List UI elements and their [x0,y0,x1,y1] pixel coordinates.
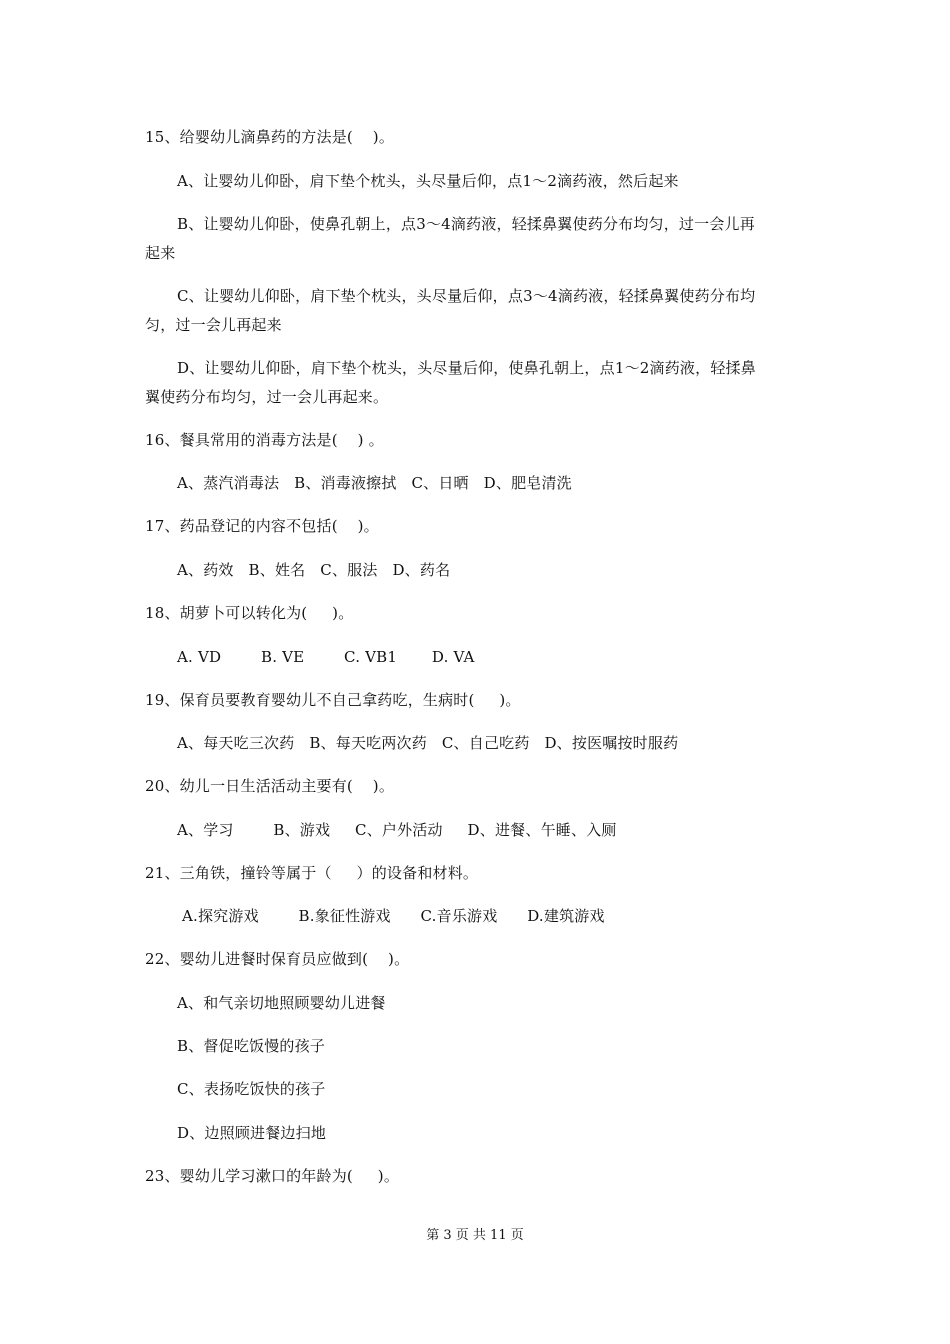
question-16-stem: 16、餐具常用的消毒方法是( ) 。 [145,431,384,449]
question-15-option-d-wrap: 翼使药分布均匀，过一会儿再起来。 [145,388,389,406]
question-21-stem: 21、三角铁，撞铃等属于（ ）的设备和材料。 [145,864,479,882]
question-15-option-c: C、让婴幼儿仰卧，肩下垫个枕头，头尽量后仰，点3～4滴药液，轻揉鼻翼使药分布均 [177,287,756,305]
question-19-stem: 19、保育员要教育婴幼儿不自己拿药吃，生病时( )。 [145,691,521,709]
question-15-option-b-wrap: 起来 [145,244,176,262]
question-15-option-c-wrap: 匀，过一会儿再起来 [145,316,282,334]
question-15-option-b: B、让婴幼儿仰卧，使鼻孔朝上，点3～4滴药液，轻揉鼻翼使药分布均匀，过一会儿再 [177,215,755,233]
question-15-option-a: A、让婴幼儿仰卧，肩下垫个枕头，头尽量后仰，点1～2滴药液，然后起来 [177,172,679,190]
question-16-options: A、蒸汽消毒法 B、消毒液擦拭 C、日晒 D、肥皂清洗 [177,474,572,492]
question-15-stem: 15、给婴幼儿滴鼻药的方法是( )。 [145,128,395,146]
question-17-stem: 17、药品登记的内容不包括( )。 [145,517,379,535]
question-18-stem: 18、胡萝卜可以转化为( )。 [145,604,354,622]
question-22-option-c: C、表扬吃饭快的孩子 [177,1080,326,1098]
question-22-stem: 22、婴幼儿进餐时保育员应做到( )。 [145,950,410,968]
question-21-options: A.探究游戏 B.象征性游戏 C.音乐游戏 D.建筑游戏 [177,907,605,925]
question-18-options: A. VD B. VE C. VB1 D. VA [177,648,475,666]
question-20-stem: 20、幼儿一日生活活动主要有( )。 [145,777,395,795]
question-22-option-d: D、边照顾进餐边扫地 [177,1124,327,1142]
question-19-options: A、每天吃三次药 B、每天吃两次药 C、自己吃药 D、按医嘱按时服药 [177,734,679,752]
question-22-option-b: B、督促吃饭慢的孩子 [177,1037,326,1055]
question-20-options: A、学习 B、游戏 C、户外活动 D、进餐、午睡、入厕 [177,821,617,839]
question-22-option-a: A、和气亲切地照顾婴幼儿进餐 [177,994,386,1012]
question-17-options: A、药效 B、姓名 C、服法 D、药名 [177,561,451,579]
page-footer: 第 3 页 共 11 页 [426,1228,524,1243]
question-23-stem: 23、婴幼儿学习漱口的年龄为( )。 [145,1167,400,1185]
question-15-option-d: D、让婴幼儿仰卧，肩下垫个枕头，头尽量后仰，使鼻孔朝上，点1～2滴药液，轻揉鼻 [177,359,756,377]
